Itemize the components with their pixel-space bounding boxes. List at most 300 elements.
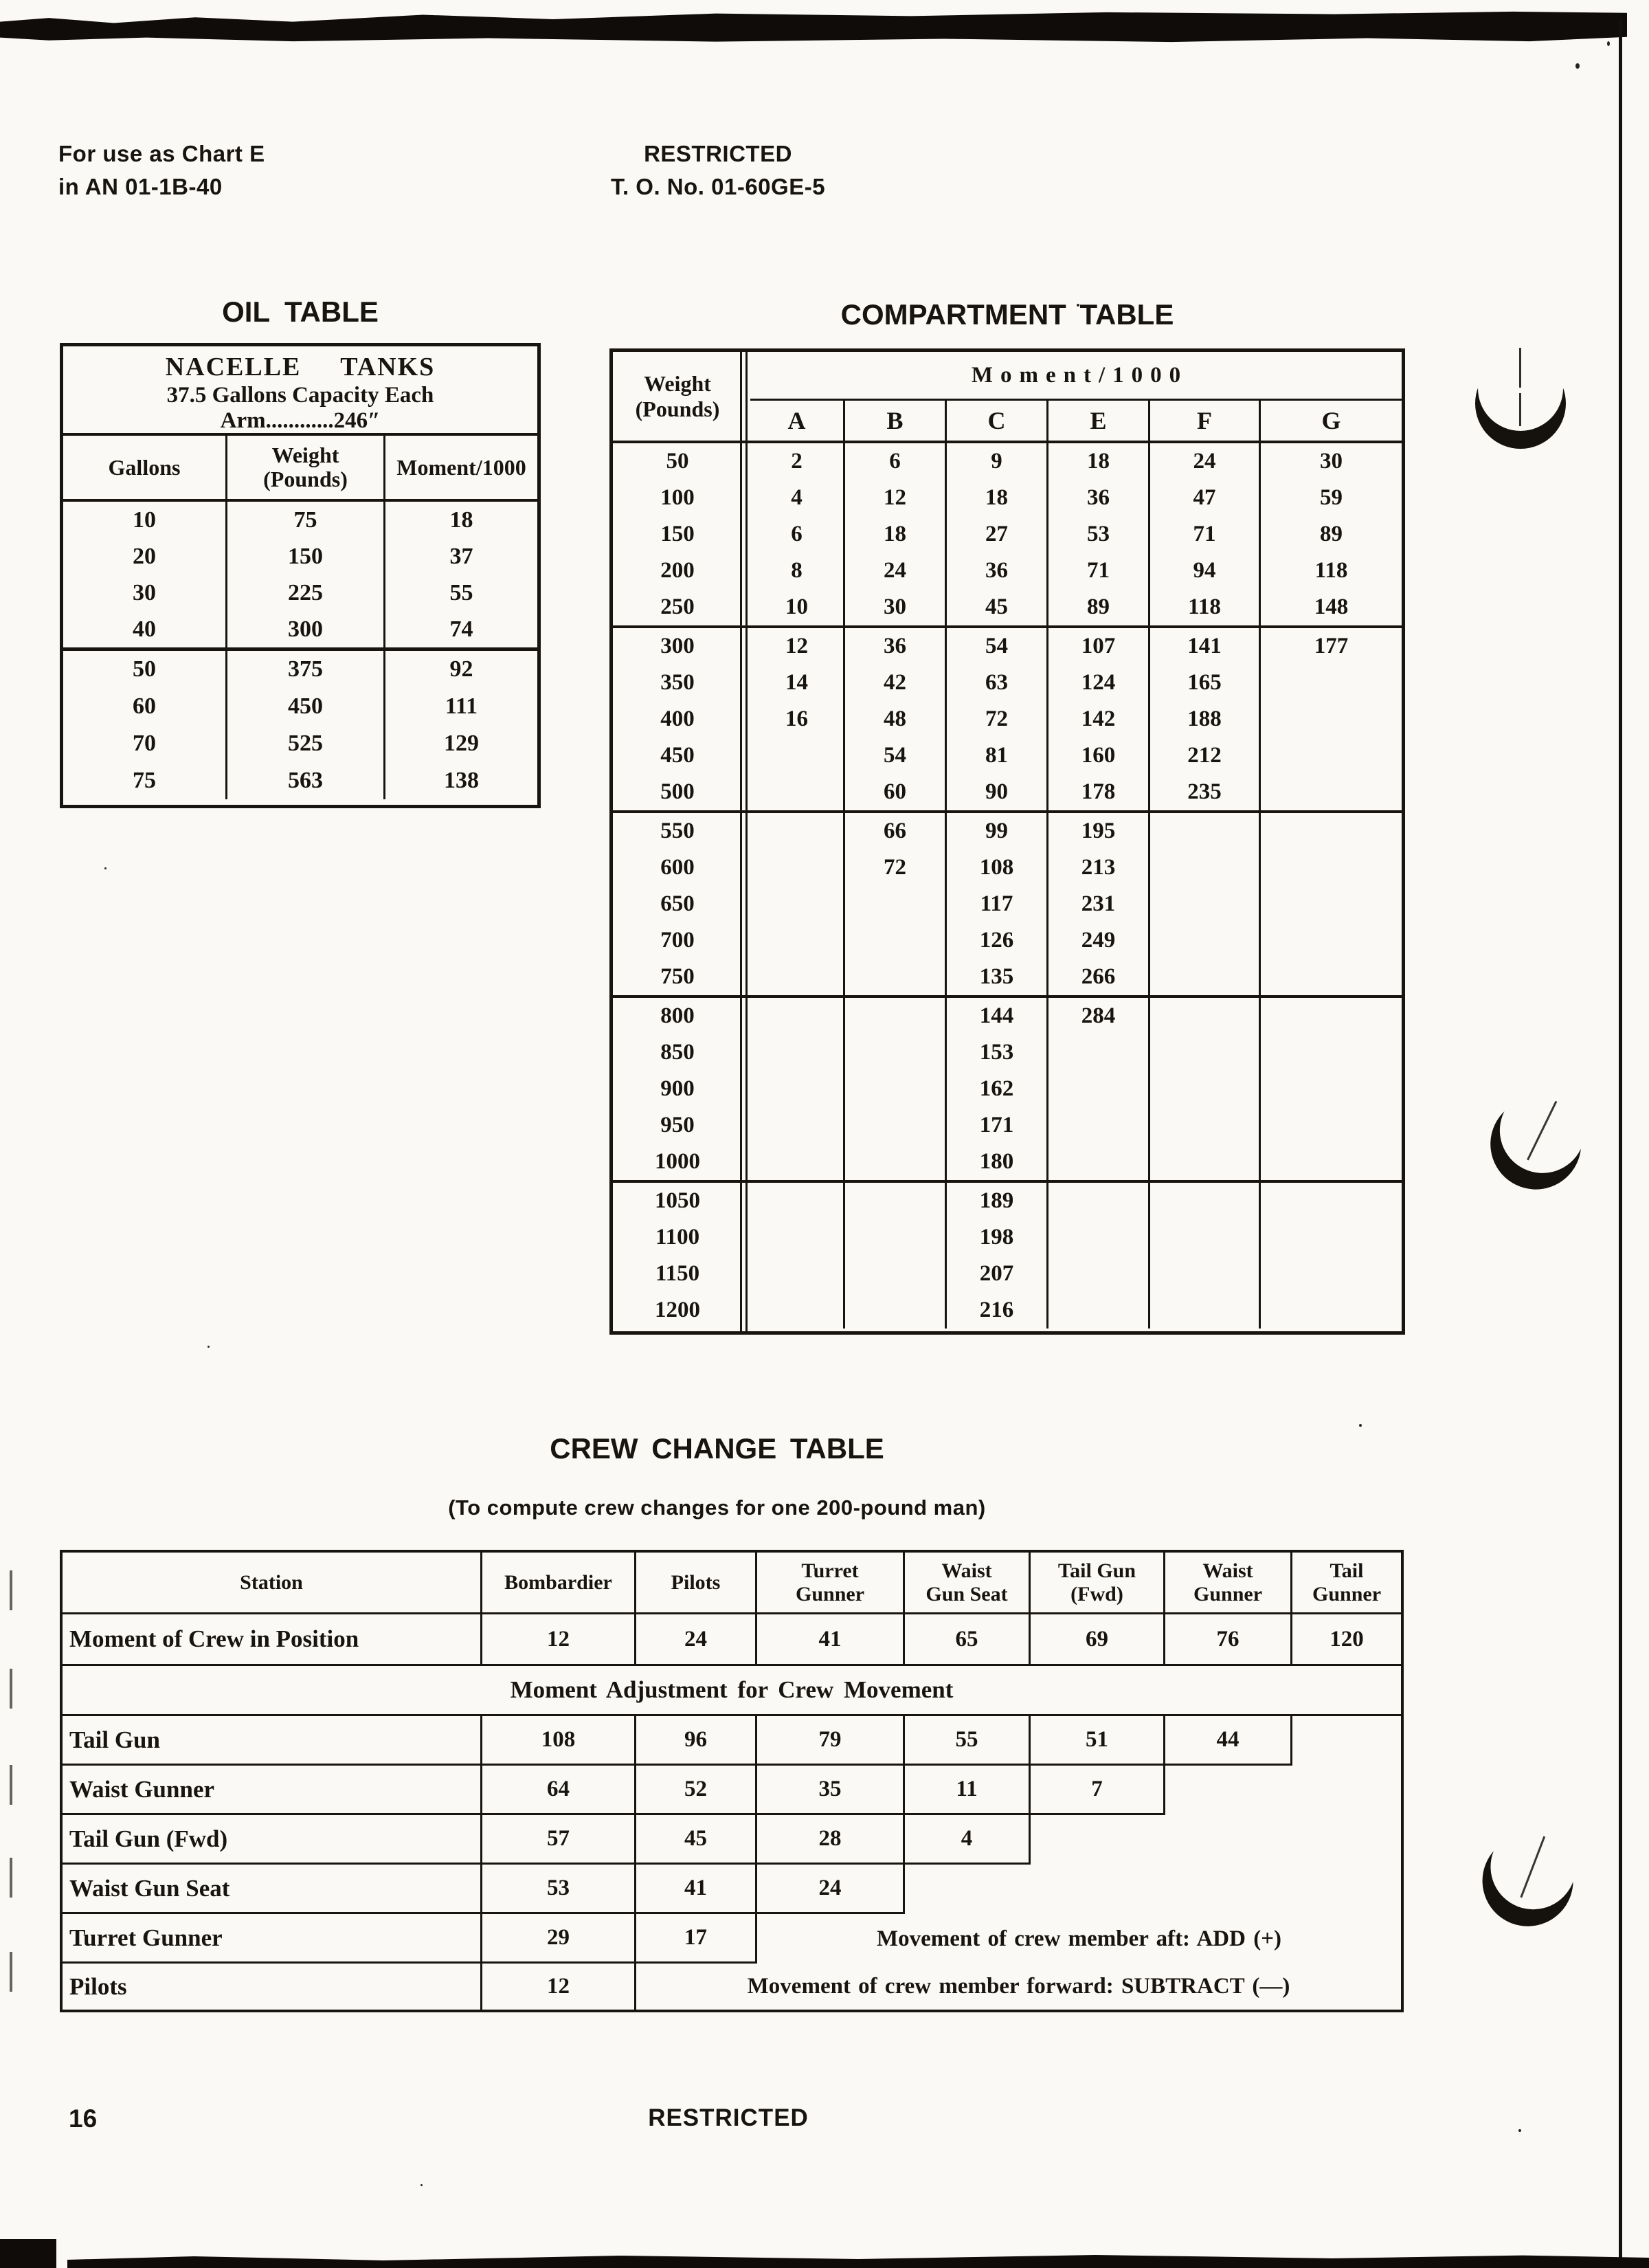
- moment-cell: [1148, 1219, 1259, 1256]
- moment-cell: [1259, 1219, 1402, 1256]
- moment-cell: [1046, 1292, 1148, 1328]
- crew-column-header: [482, 1553, 636, 1612]
- moment-cell: 177: [1259, 628, 1402, 665]
- moment-cell: [843, 1219, 945, 1256]
- moment-cell: 107: [1046, 628, 1148, 665]
- moment-cell: [1148, 849, 1259, 886]
- oil-cell: 111: [383, 688, 537, 725]
- oil-table-title: OIL TABLE: [222, 296, 379, 328]
- arm-label: Arm............246″: [220, 408, 381, 433]
- adjustment-value-cell: 55: [905, 1716, 1031, 1766]
- oil-table-row: [63, 725, 537, 762]
- moment-cell: [843, 1183, 945, 1219]
- moment-cell: 266: [1046, 959, 1148, 995]
- weight-cell: 50: [666, 449, 689, 474]
- adjustment-value-cell: 51: [1031, 1716, 1165, 1766]
- scan-bottom-bar: [67, 2254, 1649, 2268]
- oil-cell: 75: [225, 502, 383, 538]
- oil-cell: 40: [133, 616, 156, 642]
- oil-table-row: [63, 575, 537, 611]
- moment-cell: 72: [945, 701, 1046, 737]
- moment-cell: [1259, 701, 1402, 737]
- header-line: Pilots: [671, 1570, 721, 1594]
- crew-column-header: [1165, 1553, 1292, 1612]
- header-line: (Pounds): [263, 467, 348, 491]
- oil-column-header: [63, 436, 225, 499]
- crew-change-table-subtitle: (To compute crew changes for one 200-pound man): [448, 1496, 986, 1520]
- moment-cell: 108: [945, 849, 1046, 886]
- moment-cell: [1259, 1107, 1402, 1144]
- compartment-table-title: COMPARTMENT TABLE: [840, 298, 1174, 331]
- moment-cell: [843, 998, 945, 1034]
- punch-hole-mark: [1462, 342, 1579, 459]
- compartment-table-header: [613, 352, 1402, 443]
- moment-cell: 66: [843, 813, 945, 849]
- moment-cell: 14: [785, 670, 808, 695]
- compartment-table-body: [613, 443, 1402, 1328]
- moment-cell: [750, 813, 843, 849]
- compartment-table-row: [613, 1144, 1402, 1180]
- moment-cell: [1046, 1144, 1148, 1180]
- moment-cell: 144: [945, 998, 1046, 1034]
- crew-column-header: [63, 1553, 482, 1612]
- compartment-table-row: [613, 665, 1402, 701]
- moment-cell: [843, 886, 945, 922]
- weight-label-line1: Weight: [644, 370, 711, 396]
- oil-cell: 150: [225, 538, 383, 575]
- moment-cell: [1259, 1183, 1402, 1219]
- moment-cell: [1259, 1071, 1402, 1107]
- moment-value-cell: 41: [757, 1614, 905, 1664]
- header-line: Turret: [801, 1559, 859, 1582]
- weight-cell: 850: [660, 1040, 695, 1065]
- compartment-table-row: [613, 1034, 1402, 1071]
- movement-note: Movement of crew member forward: SUBTRACT (—): [747, 1974, 1290, 1999]
- moment-cell: 189: [945, 1183, 1046, 1219]
- weight-cell: 650: [660, 891, 695, 916]
- moment-cell: [1259, 922, 1402, 959]
- row-label: Moment of Crew in Position: [63, 1614, 482, 1664]
- oil-cell: 55: [383, 575, 537, 611]
- adjustment-value-cell: 24: [757, 1865, 905, 1914]
- adjustment-value-cell: 57: [482, 1815, 636, 1865]
- moment-cell: [1148, 959, 1259, 995]
- moment-cell: [1046, 1219, 1148, 1256]
- moment-cell: 142: [1046, 701, 1148, 737]
- moment-cell: [1259, 886, 1402, 922]
- row-label: Tail Gun (Fwd): [63, 1815, 482, 1865]
- moment-cell: [1259, 849, 1402, 886]
- moment-cell: [1148, 1107, 1259, 1144]
- crew-movement-row: [63, 1716, 1401, 1766]
- moment-cell: 54: [843, 737, 945, 774]
- moment-cell: 47: [1148, 480, 1259, 516]
- oil-column-header: [225, 436, 383, 499]
- oil-table-row: [63, 611, 537, 647]
- crew-change-table-title: CREW CHANGE TABLE: [550, 1432, 884, 1465]
- oil-cell: 60: [133, 693, 156, 719]
- moment-cell: 71: [1148, 516, 1259, 553]
- header-line: Gunner: [1312, 1582, 1382, 1605]
- moment-cell: [1148, 1071, 1259, 1107]
- weight-cell: 300: [660, 634, 695, 658]
- moment-cell: [1046, 1107, 1148, 1144]
- moment-cell: [1148, 1292, 1259, 1328]
- moment-cell: [1148, 998, 1259, 1034]
- punch-hole-mark: [1453, 1803, 1604, 1954]
- weight-cell: 800: [660, 1003, 695, 1028]
- moment-cell: 4: [791, 485, 803, 510]
- moment-cell: [1148, 1183, 1259, 1219]
- oil-table-row: [63, 762, 537, 799]
- weight-cell: 950: [660, 1113, 695, 1137]
- moment-cell: 27: [945, 516, 1046, 553]
- moment-cell: [843, 1256, 945, 1292]
- moment-cell: 195: [1046, 813, 1148, 849]
- moment-cell: 160: [1046, 737, 1148, 774]
- moment-cell: 24: [1148, 443, 1259, 480]
- header-line: Tail Gun: [1057, 1559, 1136, 1582]
- compartment-table-row: [613, 589, 1402, 625]
- moment-cell: 8: [791, 558, 803, 583]
- moment-cell: 45: [945, 589, 1046, 625]
- moment-cell: 54: [945, 628, 1046, 665]
- crew-table-header-row: [63, 1553, 1401, 1614]
- chart-usage-note: [58, 137, 265, 203]
- oil-cell: 74: [383, 611, 537, 647]
- moment-header: Moment/1000: [750, 352, 1402, 401]
- moment-cell: [1148, 1144, 1259, 1180]
- weight-cell: 1150: [655, 1261, 700, 1286]
- moment-cell: 9: [945, 443, 1046, 480]
- scan-speck: [1359, 1424, 1362, 1427]
- moment-cell: 124: [1046, 665, 1148, 701]
- moment-cell: 16: [785, 707, 808, 731]
- compartment-column-label: G: [1259, 401, 1402, 441]
- weight-cell: 1000: [655, 1149, 700, 1174]
- crew-column-header: [905, 1553, 1031, 1612]
- moment-cell: 30: [843, 589, 945, 625]
- moment-cell: 24: [843, 553, 945, 589]
- adjustment-value-cell: 12: [482, 1964, 636, 2010]
- moment-cell: 36: [1046, 480, 1148, 516]
- weight-cell: 750: [660, 964, 695, 989]
- adjustment-value-cell: 29: [482, 1914, 636, 1964]
- moment-cell: [750, 922, 843, 959]
- weight-cell: 550: [660, 819, 695, 843]
- compartment-table-row: [613, 480, 1402, 516]
- adjustment-value-cell: 45: [636, 1815, 757, 1865]
- header-line: Gallons: [108, 454, 181, 480]
- scan-right-edge-line: [1619, 19, 1622, 2263]
- moment-cell: 188: [1148, 701, 1259, 737]
- weight-cell: 500: [660, 779, 695, 804]
- moment-cell: 284: [1046, 998, 1148, 1034]
- oil-cell: 450: [225, 688, 383, 725]
- adjustment-value-cell: 79: [757, 1716, 905, 1766]
- weight-cell: 1050: [655, 1188, 700, 1213]
- compartment-table-row: [613, 813, 1402, 849]
- moment-value-cell: 69: [1031, 1614, 1165, 1664]
- adjustment-band-header: Moment Adjustment for Crew Movement: [63, 1666, 1401, 1716]
- row-label: Waist Gun Seat: [63, 1865, 482, 1914]
- footer-classification: RESTRICTED: [648, 2104, 809, 2131]
- compartment-table-row: [613, 1107, 1402, 1144]
- moment-cell: 36: [945, 553, 1046, 589]
- oil-table-row: [63, 651, 537, 688]
- scan-top-bar: [0, 11, 1627, 43]
- header-line: Gunner: [795, 1582, 865, 1605]
- oil-cell: 75: [133, 768, 156, 793]
- oil-cell: 20: [133, 543, 156, 569]
- adjustment-value-cell: 53: [482, 1865, 636, 1914]
- chart-usage-line2: in AN 01-1B-40: [58, 174, 223, 199]
- moment-cell: [750, 1071, 843, 1107]
- oil-cell: 138: [383, 762, 537, 799]
- moment-cell: [1259, 813, 1402, 849]
- moment-cell: [843, 1144, 945, 1180]
- weight-cell: 250: [660, 594, 695, 619]
- nacelle-tanks-label: NACELLE TANKS: [165, 353, 436, 381]
- moment-cell: 18: [1046, 443, 1148, 480]
- header-line: Station: [240, 1570, 303, 1594]
- classification-label: RESTRICTED: [644, 141, 792, 166]
- moment-cell: [1148, 1034, 1259, 1071]
- compartment-table-row: [613, 998, 1402, 1034]
- weight-cell: 1200: [655, 1298, 700, 1322]
- moment-value-cell: 12: [482, 1614, 636, 1664]
- moment-cell: 99: [945, 813, 1046, 849]
- moment-cell: [750, 959, 843, 995]
- weight-cell: 100: [660, 485, 695, 510]
- oil-cell: 375: [225, 651, 383, 688]
- moment-cell: 212: [1148, 737, 1259, 774]
- moment-cell: [750, 886, 843, 922]
- empty-region: [905, 1865, 1401, 1914]
- moment-cell: 94: [1148, 553, 1259, 589]
- punch-hole-mark: [1459, 1063, 1615, 1219]
- moment-cell: 2: [791, 449, 803, 474]
- moment-cell: 6: [843, 443, 945, 480]
- moment-cell: 12: [785, 634, 808, 658]
- crew-column-header: [1292, 1553, 1401, 1612]
- moment-cell: 207: [945, 1256, 1046, 1292]
- oil-table: [60, 343, 541, 808]
- moment-cell: 118: [1259, 553, 1402, 589]
- scan-speck: [207, 1346, 210, 1348]
- compartment-table-row: [613, 1183, 1402, 1219]
- moment-cell: 141: [1148, 628, 1259, 665]
- empty-region: [1292, 1716, 1401, 1766]
- moment-cell: 71: [1046, 553, 1148, 589]
- moment-cell: [750, 1256, 843, 1292]
- compartment-table-row: [613, 701, 1402, 737]
- moment-cell: 59: [1259, 480, 1402, 516]
- scan-speck: [1607, 41, 1610, 46]
- moment-cell: [1259, 1144, 1402, 1180]
- crew-movement-rows: [63, 1716, 1401, 2010]
- moment-cell: [843, 1107, 945, 1144]
- scan-speck: [1518, 2129, 1521, 2132]
- weight-cell: 700: [660, 928, 695, 953]
- moment-cell: 18: [843, 516, 945, 553]
- scan-speck: [1575, 63, 1580, 69]
- moment-cell: [750, 1144, 843, 1180]
- header-line: Weight: [271, 443, 339, 467]
- adjustment-value-cell: 17: [636, 1914, 757, 1964]
- crew-movement-row: [63, 1914, 1401, 1964]
- moment-cell: 235: [1148, 774, 1259, 810]
- moment-value-cell: 120: [1330, 1626, 1364, 1652]
- chart-usage-line1: For use as Chart E: [58, 141, 265, 166]
- adjustment-value-cell: 28: [757, 1815, 905, 1865]
- moment-cell: [1046, 1034, 1148, 1071]
- adjustment-value-cell: 64: [482, 1766, 636, 1815]
- moment-cell: [1148, 922, 1259, 959]
- crew-column-header: [1031, 1553, 1165, 1612]
- crew-movement-row: [63, 1815, 1401, 1865]
- moment-cell: [843, 1034, 945, 1071]
- moment-cell: [1259, 1256, 1402, 1292]
- adjustment-value-cell: 7: [1031, 1766, 1165, 1815]
- adjustment-value-cell: 35: [757, 1766, 905, 1815]
- scan-bottom-corner-mark: [0, 2239, 56, 2268]
- oil-cell: 563: [225, 762, 383, 799]
- weight-cell: 900: [660, 1076, 695, 1101]
- header-line: Tail: [1330, 1559, 1364, 1582]
- header-line: Gun Seat: [926, 1582, 1008, 1605]
- compartment-column-label: A: [787, 407, 806, 434]
- crew-change-table: [60, 1550, 1404, 2012]
- double-rule-line: [745, 352, 748, 1331]
- header-line: Gunner: [1193, 1582, 1263, 1605]
- compartment-letters-row: [750, 401, 1402, 441]
- moment-cell: [750, 737, 843, 774]
- header-line: Waist: [941, 1559, 992, 1582]
- compartment-column-label: B: [843, 401, 945, 441]
- weight-cell: 1100: [655, 1225, 700, 1249]
- moment-cell: 30: [1259, 443, 1402, 480]
- oil-cell: 50: [133, 656, 156, 682]
- moment-in-position-row: [63, 1614, 1401, 1666]
- row-label: Waist Gunner: [63, 1766, 482, 1815]
- moment-cell: [750, 1292, 843, 1328]
- moment-cell: 249: [1046, 922, 1148, 959]
- oil-table-header: [63, 346, 537, 436]
- moment-cell: [1148, 886, 1259, 922]
- oil-cell: 18: [383, 502, 537, 538]
- movement-note: Movement of crew member aft: ADD (+): [876, 1926, 1282, 1951]
- moment-cell: 90: [945, 774, 1046, 810]
- adjustment-value-cell: 108: [482, 1716, 636, 1766]
- page-number: 16: [69, 2104, 98, 2133]
- moment-cell: [1046, 1071, 1148, 1107]
- moment-cell: [1259, 1034, 1402, 1071]
- header-line: (Fwd): [1070, 1582, 1123, 1605]
- moment-cell: [750, 1107, 843, 1144]
- moment-cell: 10: [785, 594, 808, 619]
- header-line: Moment/1000: [396, 454, 526, 480]
- oil-cell: 30: [133, 579, 156, 605]
- moment-cell: [843, 1292, 945, 1328]
- compartment-column-label: E: [1046, 401, 1148, 441]
- moment-cell: 6: [791, 522, 803, 546]
- crew-column-header: [636, 1553, 757, 1612]
- moment-cell: [1148, 813, 1259, 849]
- row-label: Pilots: [63, 1964, 482, 2010]
- moment-cell: 48: [843, 701, 945, 737]
- moment-cell: [1259, 737, 1402, 774]
- compartment-table-row: [613, 553, 1402, 589]
- scan-speck: [104, 867, 106, 869]
- moment-cell: 63: [945, 665, 1046, 701]
- oil-column-header: [383, 436, 537, 499]
- scan-margin-tick: [10, 1570, 12, 1610]
- moment-cell: 180: [945, 1144, 1046, 1180]
- moment-cell: [750, 1219, 843, 1256]
- double-rule-line: [740, 352, 742, 1331]
- compartment-column-label: C: [945, 401, 1046, 441]
- moment-cell: [1259, 774, 1402, 810]
- oil-cell: 70: [133, 731, 156, 756]
- weight-cell: 400: [660, 707, 695, 731]
- moment-cell: [1259, 665, 1402, 701]
- compartment-table-row: [613, 1219, 1402, 1256]
- adjustment-value-cell: 11: [905, 1766, 1031, 1815]
- compartment-table-row: [613, 959, 1402, 995]
- row-label: Tail Gun: [63, 1716, 482, 1766]
- row-label: Turret Gunner: [63, 1914, 482, 1964]
- compartment-table-row: [613, 443, 1402, 480]
- moment-cell: 198: [945, 1219, 1046, 1256]
- weight-cell: 600: [660, 855, 695, 880]
- oil-cell: 225: [225, 575, 383, 611]
- header-line: Waist: [1202, 1559, 1253, 1582]
- moment-cell: [750, 774, 843, 810]
- scan-margin-tick: [10, 1858, 12, 1898]
- moment-cell: 135: [945, 959, 1046, 995]
- oil-cell: 37: [383, 538, 537, 575]
- compartment-table-row: [613, 1071, 1402, 1107]
- adjustment-value-cell: 4: [905, 1815, 1031, 1865]
- weight-cell: 350: [660, 670, 695, 695]
- moment-cell: 89: [1046, 589, 1148, 625]
- oil-table-row: [63, 688, 537, 725]
- moment-cell: [843, 1071, 945, 1107]
- compartment-table-row: [613, 1292, 1402, 1328]
- compartment-table-row: [613, 922, 1402, 959]
- crew-column-header: [757, 1553, 905, 1612]
- moment-cell: 12: [843, 480, 945, 516]
- moment-cell: 148: [1259, 589, 1402, 625]
- scan-speck: [420, 2184, 423, 2186]
- moment-cell: 60: [843, 774, 945, 810]
- compartment-table-row: [613, 886, 1402, 922]
- oil-table-body: [63, 502, 537, 799]
- scan-margin-tick: [10, 1669, 12, 1709]
- oil-cell: 300: [225, 611, 383, 647]
- moment-cell: [750, 998, 843, 1034]
- compartment-table-row: [613, 849, 1402, 886]
- weight-cell: 150: [660, 522, 695, 546]
- compartment-table-row: [613, 1256, 1402, 1292]
- adjustment-value-cell: 44: [1165, 1716, 1292, 1766]
- moment-cell: 126: [945, 922, 1046, 959]
- adjustment-value-cell: 52: [636, 1766, 757, 1815]
- moment-cell: 231: [1046, 886, 1148, 922]
- weight-label-line2: (Pounds): [635, 396, 720, 421]
- moment-cell: [750, 1034, 843, 1071]
